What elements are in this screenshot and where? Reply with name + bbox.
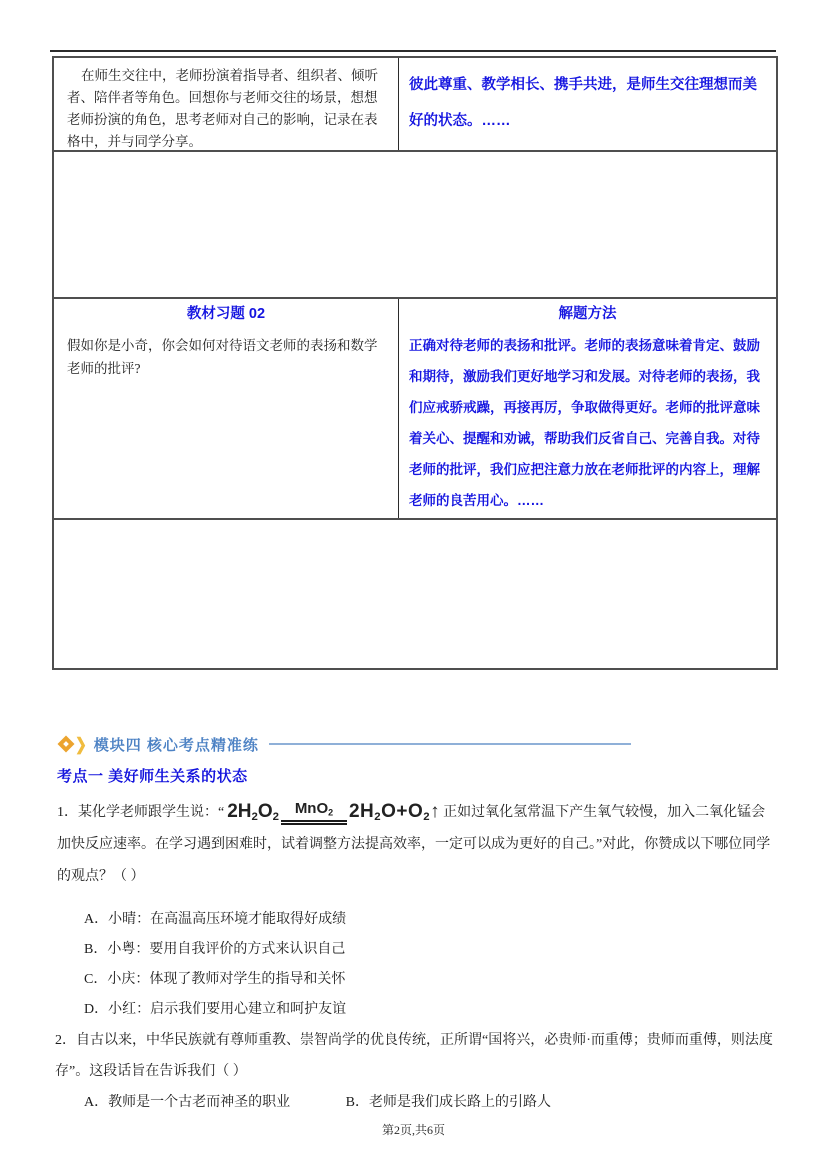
equation-catalyst: MnO$_2$	[294, 799, 334, 817]
table-cell-exercise-question	[54, 299, 399, 518]
table-row-exercise-02	[54, 299, 776, 520]
question-2: 2．自古以来，中华民族就有尊师重教、崇智尚学的优良传统，正所谓“国将兴，必贵师·而重傅；贵师而重傅，则法度存”。这段话旨在告诉我们（ ）	[55, 1033, 773, 1079]
table-cell-intro-question	[54, 58, 399, 150]
module-header	[60, 733, 631, 755]
solution-method-text: 正确对待老师的表扬和批评。老师的表扬意味着肯定、鼓励和期待，激励我们更好地学习和发展。对待老师的表扬，我们应戒骄戒躁，再接再厉，争取做得更好。老师的批评意味着关心、提醒和劝诫，帮助我们反省自己、完善自我。对待老师的批评，我们应把注意力放在老师批评的内容上，理解老师的良苦用心。……	[409, 338, 760, 508]
option-c: C．小庆：体现了教师对学生的指导和关怀	[84, 972, 346, 987]
option-a: A．小晴：在高温高压环境才能取得好成绩	[84, 912, 347, 927]
module-header-line	[269, 743, 631, 745]
equation-double-line	[281, 820, 347, 825]
table-cell-intro-answer	[399, 58, 776, 150]
topic-title: 考点一 美好师生关系的状态	[57, 768, 248, 785]
intro-answer-text: 彼此尊重、教学相长、携手共进，是师生交往理想而美好的状态。……	[409, 77, 757, 129]
option-b: B．小粤：要用自我评价的方式来认识自己	[84, 942, 346, 957]
question-1-options	[84, 905, 346, 1025]
intro-question-text: 在师生交往中，老师扮演着指导者、组织者、倾听者、陪伴者等角色。回想你与老师交往的场景，想想老师扮演的角色，思考老师对自己的影响，记录在表格中，并与同学分享。	[67, 68, 378, 149]
exercise-table	[52, 56, 778, 670]
exercise-question-text: 假如你是小奇，你会如何对待语文老师的表扬和数学老师的批评?	[67, 338, 378, 376]
equation-condition	[281, 801, 347, 825]
option-d: D．小红：启示我们要用心建立和呵护友谊	[84, 1002, 347, 1017]
textbook-exercise-header: 教材习题 02	[186, 306, 266, 322]
table-row-intro	[54, 58, 776, 152]
page-top-divider	[50, 50, 776, 52]
equation-reactant: $2H_2O_2$	[227, 801, 279, 823]
question-2-options	[84, 1088, 551, 1118]
diamond-icon	[58, 736, 75, 753]
table-cell-exercise-answer	[399, 299, 776, 518]
solution-method-header: 解题方法	[558, 306, 617, 322]
table-row-blank-2	[54, 520, 776, 668]
module-title: 模块四 核心考点精准练	[93, 736, 259, 754]
chemical-equation	[227, 801, 440, 825]
option-a: A．教师是一个古老而神圣的职业	[84, 1095, 291, 1110]
question-1-prefix: 1．某化学老师跟学生说：“	[57, 805, 225, 820]
equation-product: $2H_2O+O_2↑$	[348, 801, 441, 823]
option-b: B．老师是我们成长路上的引路人	[345, 1095, 551, 1110]
chevron-right-icon: ❯	[75, 733, 87, 753]
table-row-blank-1	[54, 152, 776, 299]
question-1	[57, 797, 774, 893]
page-number: 第2页,共6页	[381, 1123, 445, 1137]
question-1-suffix: 正如过氧化氢常温下产生氧气较慢，加入二氧化锰会加快反应速率。在学习遇到困难时，试着调整方法提高效率，一定可以成为更好的自己。”对此，你赞成以下哪位同学的观点？（ ）	[57, 805, 771, 884]
